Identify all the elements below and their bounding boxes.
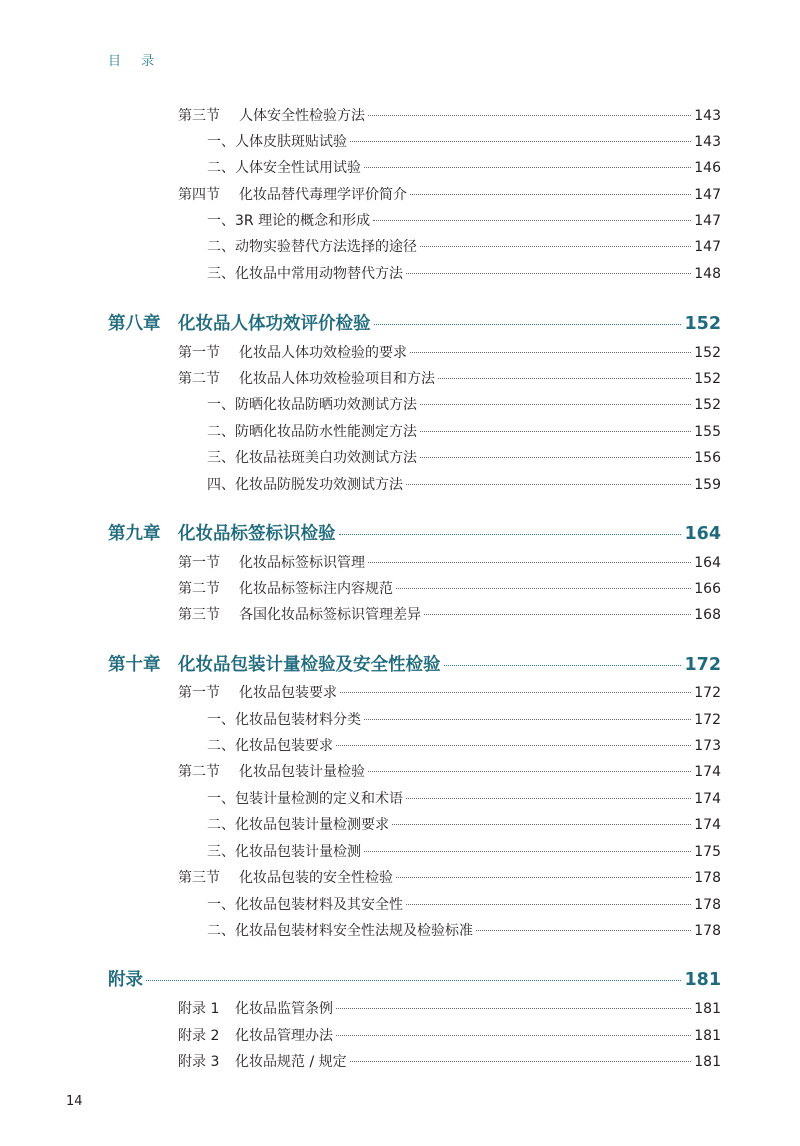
toc-entry-number: 附录 2 — [178, 1028, 220, 1044]
toc-entry-number: 第二节 — [178, 581, 220, 597]
toc-entry-title: 二、化妆品包装计量检测要求 — [207, 817, 389, 833]
toc-entry-page: 181 — [694, 1028, 721, 1044]
dot-leader — [438, 378, 691, 379]
toc-entry-section — [178, 604, 721, 624]
toc-entry-label — [178, 604, 421, 624]
toc-entry-item — [207, 236, 721, 256]
dot-leader — [410, 194, 691, 195]
toc-entry-title: 一、化妆品包装材料及其安全性 — [207, 897, 403, 913]
toc-entry-page: 172 — [694, 712, 721, 728]
toc-entry-page: 181 — [694, 1001, 721, 1017]
toc-entry-page: 172 — [694, 685, 721, 701]
dot-leader — [339, 534, 682, 535]
toc-entry-label — [108, 651, 441, 676]
toc-entry-number: 第八章 — [108, 314, 161, 334]
dot-leader — [406, 484, 691, 485]
toc-entry-page: 146 — [694, 160, 721, 176]
dot-leader — [368, 771, 691, 772]
toc-entry-number: 附录 3 — [178, 1054, 220, 1070]
dot-leader — [336, 1008, 691, 1009]
toc-entry-label — [178, 761, 365, 781]
toc-entry-label — [207, 157, 361, 177]
toc-entry-title: 四、化妆品防脱发功效测试方法 — [207, 477, 403, 493]
toc-entry-label — [207, 788, 403, 808]
toc-entry-item — [207, 814, 721, 834]
toc-entry-title: 化妆品替代毒理学评价简介 — [239, 187, 407, 203]
dot-leader — [392, 824, 691, 825]
toc-entry-label — [207, 709, 361, 729]
toc-entry-number: 第一节 — [178, 685, 220, 701]
toc-entry-page: 174 — [694, 764, 721, 780]
toc-entry-label — [207, 894, 403, 914]
toc-entry-number: 第二节 — [178, 764, 220, 780]
toc-entry-section — [178, 368, 721, 388]
toc-entry-appendix-item — [178, 998, 721, 1018]
toc-entry-page: 175 — [694, 844, 721, 860]
toc-entry-label — [207, 841, 361, 861]
toc-entry-number: 第一节 — [178, 345, 220, 361]
toc-entry-title: 化妆品人体功效评价检验 — [178, 314, 371, 334]
dot-leader — [410, 352, 691, 353]
dot-leader — [364, 167, 691, 168]
dot-leader — [406, 798, 691, 799]
toc-entry-section — [178, 184, 721, 204]
dot-leader — [146, 980, 681, 981]
toc-entry-section — [178, 552, 721, 572]
toc-entry-title: 二、动物实验替代方法选择的途径 — [207, 239, 417, 255]
dot-leader — [406, 904, 691, 905]
toc-entry-title: 三、化妆品祛斑美白功效测试方法 — [207, 450, 417, 466]
dot-leader — [396, 877, 691, 878]
toc-entry-title: 一、3R 理论的概念和形成 — [207, 213, 371, 229]
toc-entry-section — [178, 761, 721, 781]
toc-entry-page: 172 — [684, 655, 721, 675]
toc-entry-item — [207, 421, 721, 441]
toc-entry-section — [178, 342, 721, 362]
toc-entry-item — [207, 841, 721, 861]
toc-entry-item — [207, 263, 721, 283]
toc-entry-item — [207, 709, 721, 729]
toc-entry-title: 化妆品包装计量检验 — [239, 764, 365, 780]
toc-entry-page: 166 — [694, 581, 721, 597]
toc-entry-number: 附录 1 — [178, 1001, 220, 1017]
dot-leader — [373, 220, 691, 221]
toc-entry-title: 一、防晒化妆品防晒功效测试方法 — [207, 397, 417, 413]
toc-entry-number: 第三节 — [178, 870, 220, 886]
toc-entry-label — [178, 1025, 333, 1045]
running-header: 目 录 — [108, 54, 163, 69]
toc-entry-appendix-item — [178, 1051, 721, 1071]
toc-entry-page: 152 — [694, 371, 721, 387]
toc-entry-item — [207, 894, 721, 914]
dot-leader — [476, 930, 691, 931]
toc-entry-page: 156 — [694, 450, 721, 466]
toc-entry-section — [178, 105, 721, 125]
dot-leader — [364, 851, 691, 852]
toc-entry-item — [207, 131, 721, 151]
toc-entry-chapter — [108, 651, 721, 676]
dot-leader — [340, 692, 691, 693]
toc-entry-label — [207, 421, 417, 441]
toc-entry-page: 148 — [694, 266, 721, 282]
dot-leader — [374, 324, 682, 325]
toc-entry-label — [178, 578, 393, 598]
toc-entry-title: 二、人体安全性试用试验 — [207, 160, 361, 176]
toc-entry-label — [108, 520, 336, 545]
toc-entry-section — [178, 682, 721, 702]
toc-entry-number: 第一节 — [178, 555, 220, 571]
dot-leader — [420, 246, 691, 247]
toc-entry-title: 化妆品标签标识检验 — [178, 524, 336, 544]
toc-entry-title: 一、化妆品包装材料分类 — [207, 712, 361, 728]
toc-entry-page: 143 — [694, 134, 721, 150]
toc-entry-page: 159 — [694, 477, 721, 493]
toc-entry-chapter — [108, 520, 721, 545]
toc-entry-appendix-item — [178, 1025, 721, 1045]
toc-entry-page: 174 — [694, 791, 721, 807]
toc-entry-label — [207, 814, 389, 834]
dot-leader — [364, 719, 691, 720]
toc-entry-label — [178, 105, 365, 125]
toc-entry-item — [207, 474, 721, 494]
page-number: 14 — [66, 1094, 83, 1109]
toc-entry-chapter — [108, 966, 721, 991]
toc-entry-title: 化妆品监管条例 — [235, 1001, 333, 1017]
toc-entry-label — [108, 966, 143, 991]
toc-entry-title: 一、人体皮肤斑贴试验 — [207, 134, 347, 150]
toc-entry-label — [178, 867, 393, 887]
dot-leader — [336, 745, 691, 746]
toc-entry-page: 181 — [694, 1054, 721, 1070]
dot-leader — [368, 562, 691, 563]
toc-entry-page: 168 — [694, 607, 721, 623]
toc-entry-title: 化妆品管理办法 — [235, 1028, 333, 1044]
toc-entry-page: 181 — [684, 970, 721, 990]
toc-entry-title: 三、化妆品中常用动物替代方法 — [207, 266, 403, 282]
toc-entry-number: 第十章 — [108, 655, 161, 675]
toc-entry-title: 二、防晒化妆品防水性能测定方法 — [207, 424, 417, 440]
toc-entry-page: 155 — [694, 424, 721, 440]
toc-entry-page: 164 — [684, 524, 721, 544]
toc-entry-title: 一、包装计量检测的定义和术语 — [207, 791, 403, 807]
dot-leader — [350, 141, 691, 142]
toc-entry-label — [178, 998, 333, 1018]
dot-leader — [336, 1035, 691, 1036]
toc-entry-number: 第九章 — [108, 524, 161, 544]
toc-entry-label — [207, 210, 370, 230]
toc-entry-item — [207, 210, 721, 230]
dot-leader — [396, 588, 691, 589]
toc-entry-label — [207, 447, 417, 467]
toc-entry-page: 152 — [694, 397, 721, 413]
toc-entry-title: 附录 — [108, 970, 143, 990]
toc-entry-title: 二、化妆品包装要求 — [207, 738, 333, 754]
toc-entry-title: 化妆品标签标注内容规范 — [239, 581, 393, 597]
toc-entry-section — [178, 578, 721, 598]
toc-entry-page: 178 — [694, 870, 721, 886]
toc-entry-page: 152 — [694, 345, 721, 361]
toc-entry-label — [207, 394, 417, 414]
toc-entry-label — [108, 310, 371, 335]
toc-entry-label — [207, 920, 473, 940]
toc-entry-title: 二、化妆品包装材料安全性法规及检验标准 — [207, 923, 473, 939]
toc-entry-title: 化妆品人体功效检验的要求 — [239, 345, 407, 361]
toc-entry-label — [178, 552, 365, 572]
toc-entry-label — [207, 131, 347, 151]
toc-entry-page: 147 — [694, 239, 721, 255]
dot-leader — [368, 115, 691, 116]
toc-entry-title: 人体安全性检验方法 — [239, 108, 365, 124]
toc-entry-title: 各国化妆品标签标识管理差异 — [239, 607, 421, 623]
toc-entry-page: 174 — [694, 817, 721, 833]
toc-entry-item — [207, 920, 721, 940]
toc-entry-label — [207, 735, 333, 755]
toc-entry-number: 第四节 — [178, 187, 220, 203]
toc-entry-number: 第三节 — [178, 108, 220, 124]
toc-entry-page: 178 — [694, 897, 721, 913]
toc-entry-page: 178 — [694, 923, 721, 939]
dot-leader — [420, 457, 691, 458]
toc-entry-title: 化妆品规范 / 规定 — [235, 1054, 347, 1070]
toc-entry-title: 化妆品标签标识管理 — [239, 555, 365, 571]
dot-leader — [444, 665, 682, 666]
dot-leader — [406, 273, 691, 274]
toc-entry-section — [178, 867, 721, 887]
toc-entry-page: 147 — [694, 213, 721, 229]
toc-entry-label — [207, 236, 417, 256]
toc-entry-number: 第二节 — [178, 371, 220, 387]
toc-entry-label — [178, 342, 407, 362]
dot-leader — [420, 431, 691, 432]
toc-entry-title: 化妆品包装要求 — [239, 685, 337, 701]
toc-entry-title: 三、化妆品包装计量检测 — [207, 844, 361, 860]
toc-entry-page: 152 — [684, 314, 721, 334]
toc-entry-page: 164 — [694, 555, 721, 571]
toc-entry-label — [178, 682, 337, 702]
toc-entry-page: 147 — [694, 187, 721, 203]
toc-entry-label — [178, 1051, 347, 1071]
toc-entry-title: 化妆品包装的安全性检验 — [239, 870, 393, 886]
dot-leader — [424, 614, 691, 615]
toc-entry-title: 化妆品包装计量检验及安全性检验 — [178, 655, 441, 675]
toc-entry-page: 143 — [694, 108, 721, 124]
toc-entry-item — [207, 157, 721, 177]
dot-leader — [350, 1061, 692, 1062]
toc-entry-label — [178, 368, 435, 388]
toc-entry-label — [178, 184, 407, 204]
toc-entry-item — [207, 788, 721, 808]
dot-leader — [420, 404, 691, 405]
toc-entry-item — [207, 394, 721, 414]
toc-entry-label — [207, 474, 403, 494]
toc-entry-item — [207, 735, 721, 755]
toc-entry-page: 173 — [694, 738, 721, 754]
toc-entry-item — [207, 447, 721, 467]
toc-entry-chapter — [108, 310, 721, 335]
toc-entry-number: 第三节 — [178, 607, 220, 623]
toc-entry-label — [207, 263, 403, 283]
toc-entry-title: 化妆品人体功效检验项目和方法 — [239, 371, 435, 387]
